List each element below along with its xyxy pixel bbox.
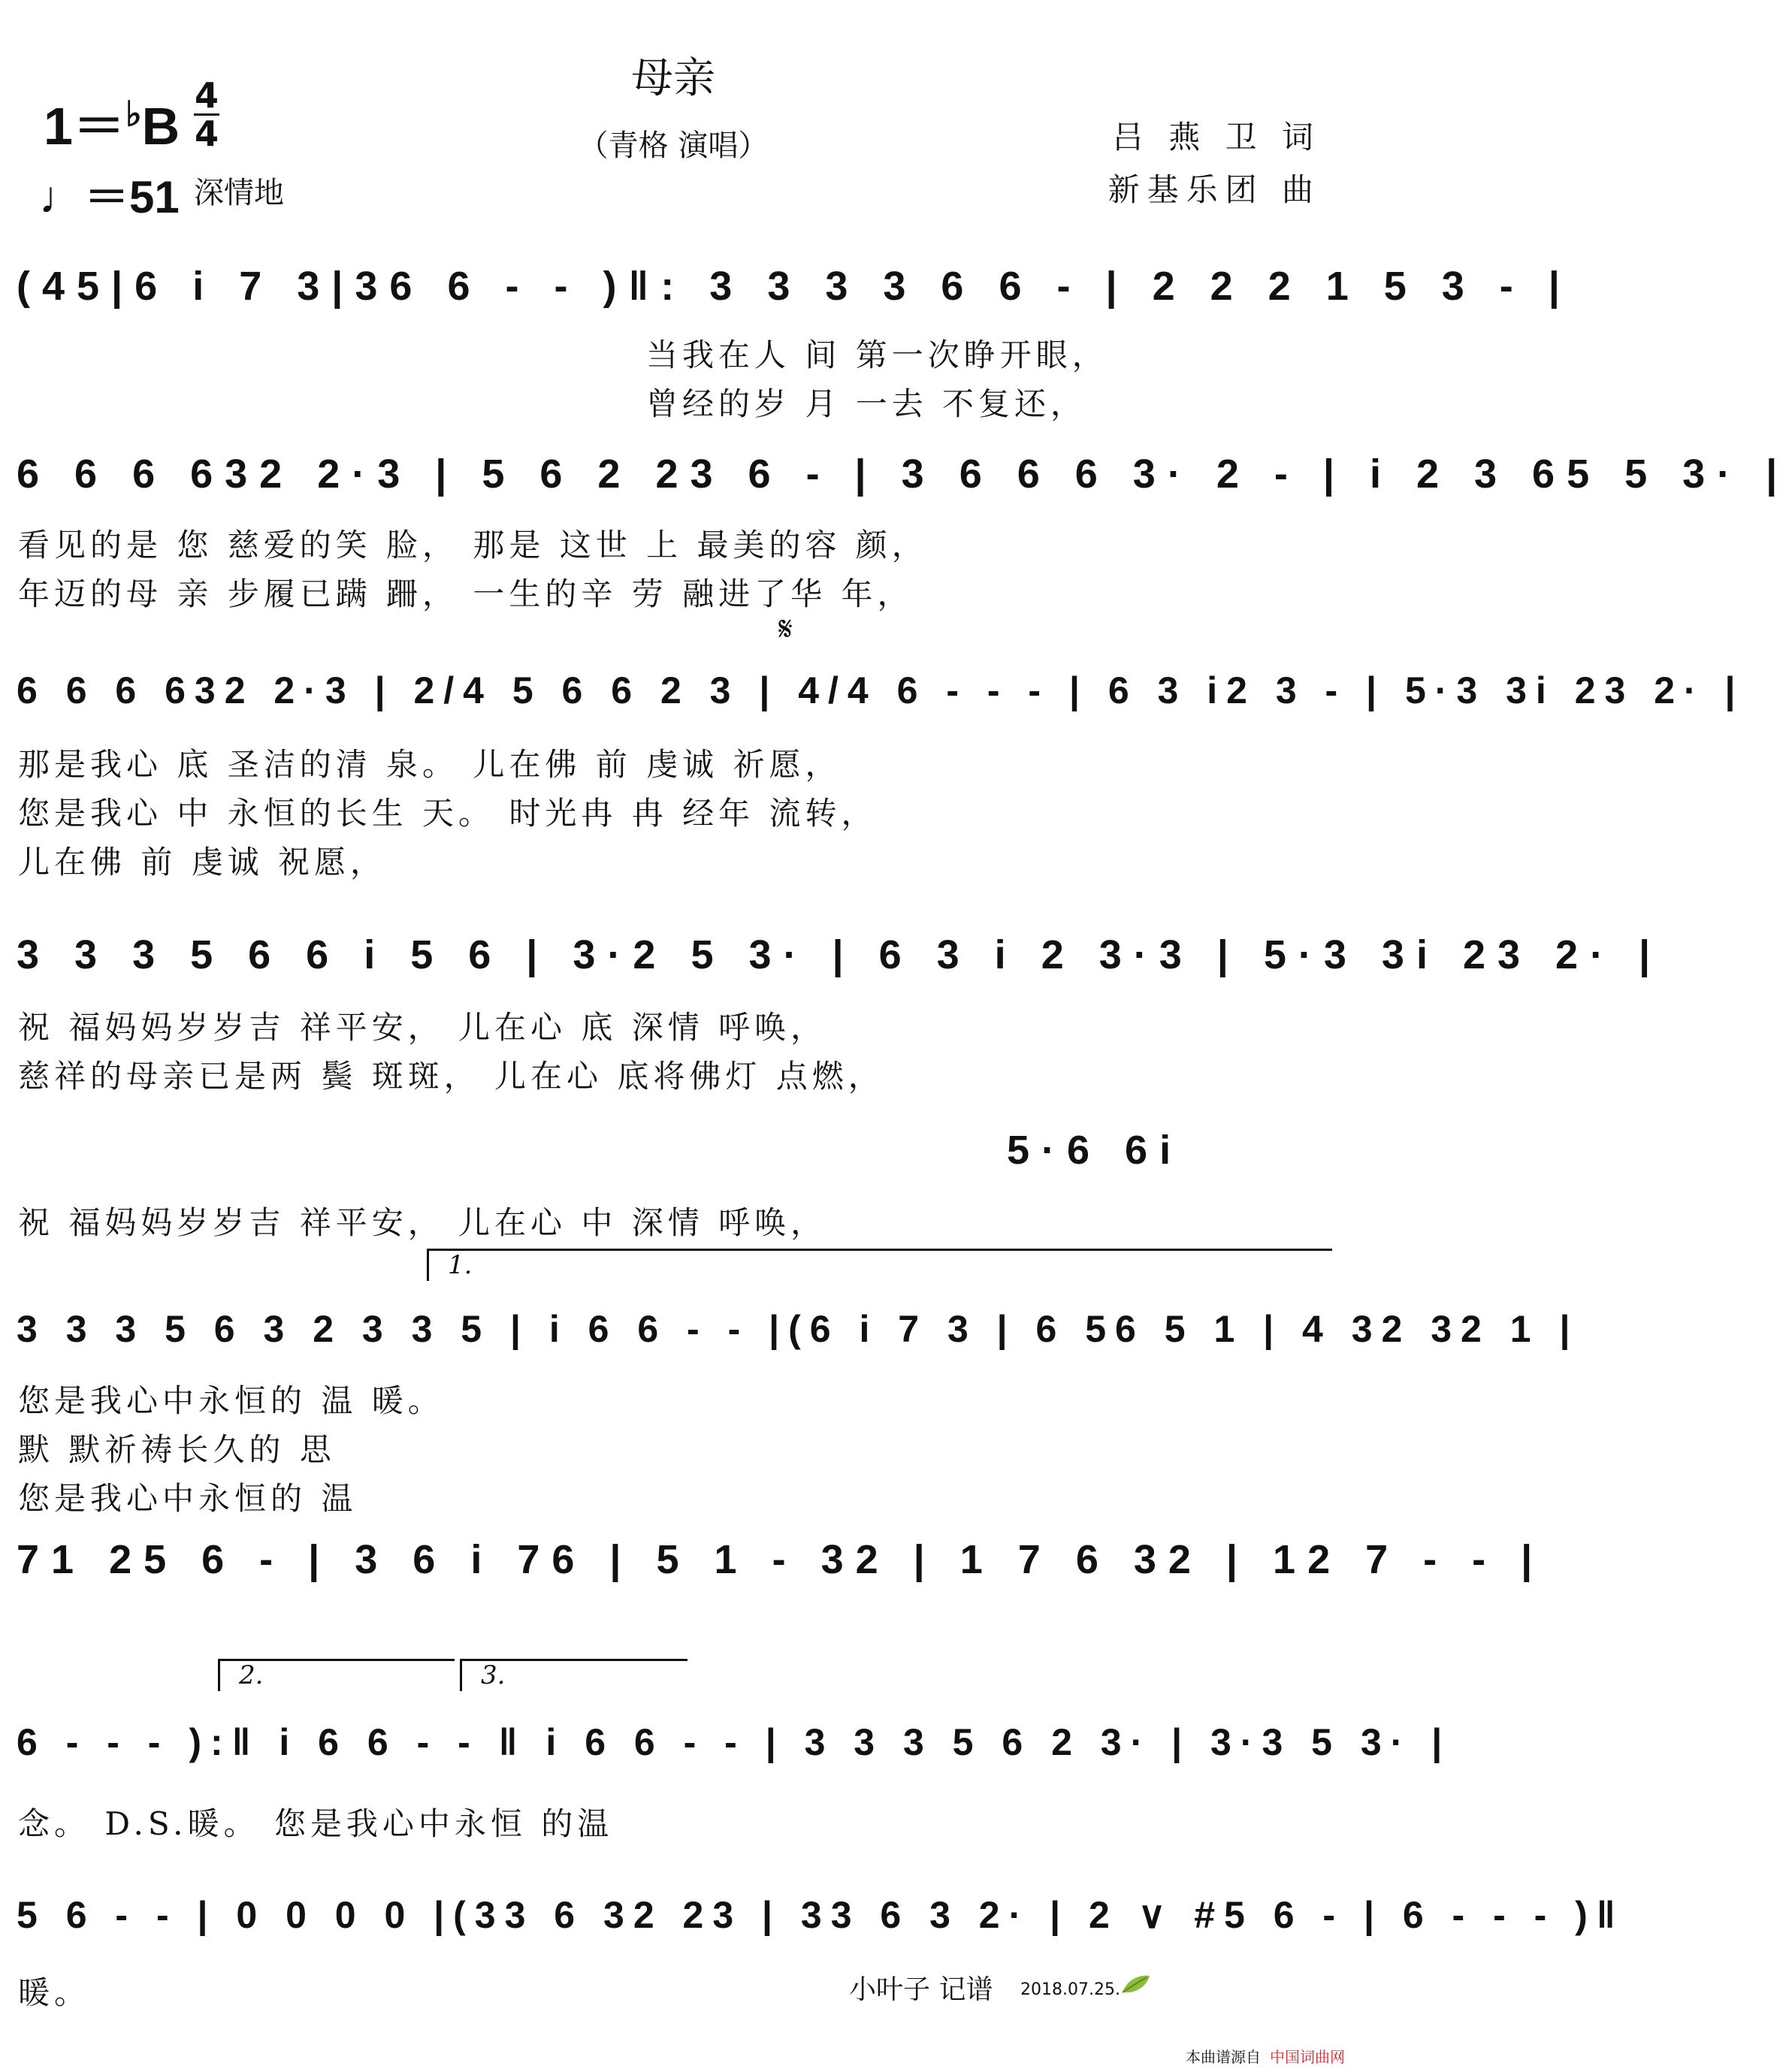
recorder-credit: 小叶子 记谱	[849, 1974, 993, 2005]
tempo-mark: ♩＝51	[39, 172, 180, 222]
leaf-icon	[1120, 1973, 1153, 1998]
lyric-line-7a: 念。 D.S.暖。 您是我心中永恒 的温	[18, 1805, 614, 1842]
key-label: 1＝	[44, 97, 125, 156]
source-label: 本曲谱源自	[1186, 2048, 1261, 2066]
time-signature	[194, 75, 219, 154]
lyric-line-3b: 您是我心 中 永恒的长生 天。 时光冉 冉 经年 流转，	[18, 795, 878, 832]
volta-1-label: 1.	[448, 1250, 473, 1280]
lyric-line-3a: 那是我心 底 圣洁的清 泉。 儿在佛 前 虔诚 祈愿，	[18, 746, 842, 783]
record-date: 2018.07.25.	[1020, 1980, 1120, 1999]
volta-2-label: 2.	[239, 1660, 264, 1690]
lyric-line-3c: 儿在佛 前 虔诚 祝愿，	[18, 844, 387, 880]
notation-line-3: 6 6 6 632 2·3 | 2/4 5 6 6 2 3 | 4/4 6 - - - | 6 3 i2 3 - | 5·3 3i 23 2· |	[17, 669, 1745, 711]
lyricist-credit: 吕 燕 卫 词	[1111, 119, 1321, 156]
expression-mark: 深情地	[194, 176, 284, 210]
lyric-line-8a: 暖。	[18, 1974, 91, 2011]
key-signature	[44, 84, 180, 160]
notation-line-6: 71 25 6 - | 3 6 i 76 | 5 1 - 32 | 1 7 6 32 | 12 7 - - |	[17, 1537, 1545, 1582]
page-subtitle: （青格 演唱）	[578, 128, 769, 163]
time-bottom: 4	[194, 113, 219, 154]
lyric-line-2b: 年迈的母 亲 步履已蹒 跚， 一生的辛 劳 融进了华 年，	[18, 575, 914, 612]
volta-1-bracket	[427, 1249, 1332, 1281]
time-top: 4	[194, 75, 219, 116]
notation-line-1: (45|6 i 7 3|36 6 - - )‖: 3 3 3 3 6 6 - | 2 2 2 1 5 3 - |	[17, 264, 1572, 309]
ossia-notes: 5·6 6i	[1007, 1128, 1183, 1173]
lyric-line-4b: 慈祥的母亲已是两 鬓 斑斑， 儿在心 底将佛灯 点燃，	[18, 1058, 884, 1095]
leaf-icon-svg	[1120, 1973, 1153, 1995]
lyric-line-2a: 看见的是 您 慈爱的笑 脸， 那是 这世 上 最美的容 颜，	[18, 527, 928, 563]
source-site-link[interactable]: 中国词曲网	[1270, 2048, 1345, 2066]
composer-credit: 新基乐团 曲	[1108, 171, 1321, 208]
lyric-line-1b: 曾经的岁 月 一去 不复还，	[646, 385, 1087, 422]
lyric-line-4c: 祝 福妈妈岁岁吉 祥平安， 儿在心 中 深情 呼唤，	[18, 1204, 827, 1241]
notation-line-8: 5 6 - - | 0 0 0 0 |(33 6 32 23 | 33 6 3 2· | 2 ∨ #5 6 - | 6 - - - )‖	[17, 1894, 1624, 1936]
notation-line-5: 3 3 3 5 6 3 2 3 3 5 | i 6 6 - - |(6 i 7 3 | 6 56 5 1 | 4 32 32 1 |	[17, 1308, 1579, 1350]
lyric-line-5c: 您是我心中永恒的 温	[18, 1480, 358, 1517]
notation-line-2: 6 6 6 632 2·3 | 5 6 2 23 6 - | 3 6 6 6 3· 2 - | i 2 3 65 5 3· |	[17, 452, 1789, 497]
notation-line-4: 3 3 3 5 6 6 i 5 6 | 3·2 5 3· | 6 3 i 2 3·3 | 5·3 3i 23 2· |	[17, 932, 1663, 977]
lyric-line-1a: 当我在人 间 第一次睁开眼，	[646, 337, 1108, 373]
lyric-line-4a: 祝 福妈妈岁岁吉 祥平安， 儿在心 底 深情 呼唤，	[18, 1009, 827, 1046]
segno-icon: 𝄋	[778, 610, 793, 648]
page-title: 母亲	[631, 54, 715, 103]
flat-icon: ♭	[125, 94, 142, 134]
lyric-line-5b: 默 默祈祷长久的 思	[18, 1431, 336, 1468]
lyric-line-5a: 您是我心中永恒的 温 暖。	[18, 1382, 444, 1419]
notation-line-7: 6 - - - ):‖ i 6 6 - - ‖ i 6 6 - - | 3 3 3 5 6 2 3· | 3·3 5 3· |	[17, 1721, 1452, 1763]
volta-3-label: 3.	[481, 1660, 506, 1690]
key-note: B	[141, 97, 180, 156]
